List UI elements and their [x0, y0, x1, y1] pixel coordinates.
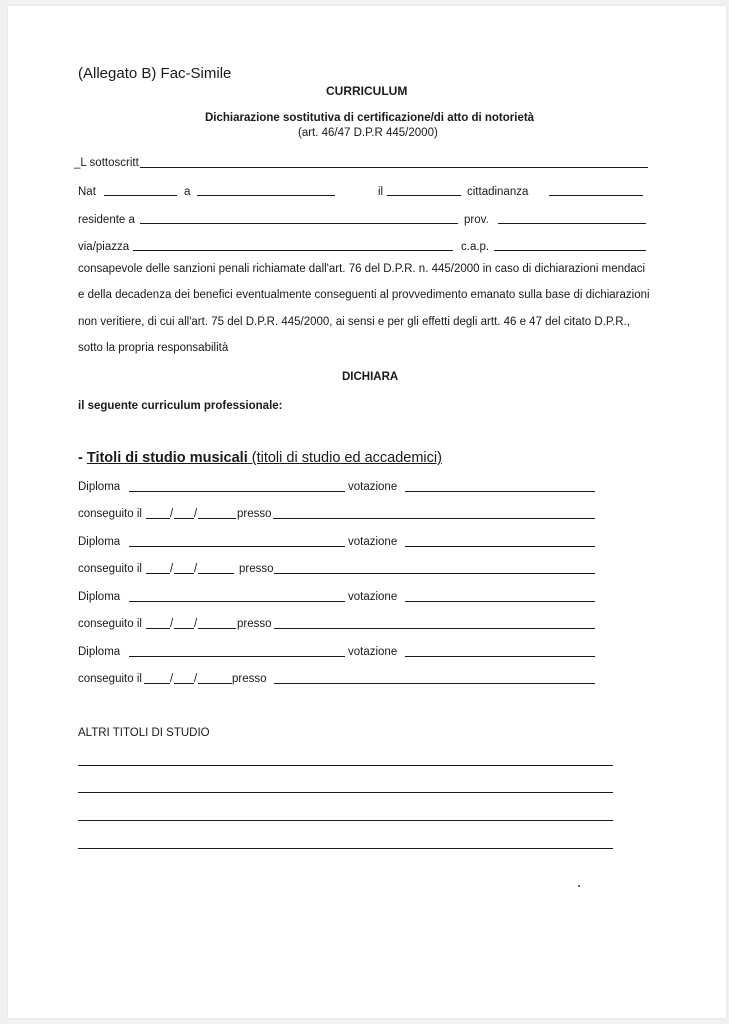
sottoscritt-label: _L sottoscritt: [74, 157, 139, 169]
date-separator: /: [194, 508, 198, 520]
date-day-field[interactable]: [146, 518, 170, 519]
diploma-field[interactable]: [129, 546, 345, 547]
document-subtitle: Dichiarazione sostitutiva di certificazione/di atto di notorietà: [205, 112, 535, 124]
votazione-field[interactable]: [405, 656, 595, 657]
presso-field[interactable]: [274, 683, 595, 684]
date-separator: /: [194, 563, 198, 575]
intro-text: il seguente curriculum professionale:: [78, 400, 283, 412]
conseguito-label: conseguito il: [78, 673, 142, 685]
date-separator: /: [194, 673, 198, 685]
diploma-label: Diploma: [78, 481, 121, 493]
diploma-field[interactable]: [129, 491, 345, 492]
date-day-field[interactable]: [146, 573, 170, 574]
presso-field[interactable]: [273, 518, 595, 519]
date-year-field[interactable]: [198, 518, 236, 519]
cap-field[interactable]: [494, 250, 646, 251]
votazione-field[interactable]: [405, 546, 595, 547]
cittadinanza-field[interactable]: [549, 195, 643, 196]
conseguito-label: conseguito il: [78, 508, 142, 520]
date-separator: /: [194, 618, 198, 630]
votazione-label: votazione: [348, 536, 398, 548]
prov-label: prov.: [464, 214, 489, 226]
nat-label: Nat: [78, 186, 96, 198]
nat-field[interactable]: [104, 195, 177, 196]
votazione-label: votazione: [348, 481, 398, 493]
body-line-1: consapevole delle sanzioni penali richiamate dall'art. 76 del D.P.R. n. 445/2000 in caso di dichiarazioni mendaci: [78, 263, 646, 275]
allegato-label: (Allegato B) Fac-Simile: [78, 65, 232, 82]
altri-titoli-line[interactable]: [78, 765, 613, 766]
date-month-field[interactable]: [174, 628, 194, 629]
date-year-field[interactable]: [198, 683, 232, 684]
presso-label: presso: [237, 508, 272, 520]
birthdate-field[interactable]: [387, 195, 461, 196]
presso-label: presso: [232, 673, 267, 685]
il-label: il: [378, 186, 384, 198]
diploma-label: Diploma: [78, 591, 121, 603]
residente-field[interactable]: [140, 223, 458, 224]
body-line-4: sotto la propria responsabilità: [78, 342, 229, 354]
section-dash: -: [78, 450, 87, 466]
date-year-field[interactable]: [198, 573, 234, 574]
date-day-field[interactable]: [144, 683, 170, 684]
dichiara-heading: DICHIARA: [342, 371, 399, 383]
cap-label: c.a.p.: [461, 241, 490, 253]
diploma-label: Diploma: [78, 536, 121, 548]
date-day-field[interactable]: [146, 628, 170, 629]
conseguito-label: conseguito il: [78, 618, 142, 630]
date-month-field[interactable]: [174, 573, 194, 574]
date-separator: /: [170, 563, 174, 575]
conseguito-label: conseguito il: [78, 563, 142, 575]
presso-label: presso: [237, 618, 272, 630]
date-month-field[interactable]: [174, 518, 194, 519]
votazione-label: votazione: [348, 591, 398, 603]
residente-label: residente a: [78, 214, 135, 226]
votazione-field[interactable]: [405, 601, 595, 602]
diploma-label: Diploma: [78, 646, 121, 658]
law-reference: (art. 46/47 D.P.R 445/2000): [298, 127, 438, 139]
sottoscritt-field[interactable]: [140, 167, 648, 168]
date-year-field[interactable]: [198, 628, 236, 629]
altri-titoli-line[interactable]: [78, 820, 613, 821]
date-separator: /: [170, 508, 174, 520]
section-heading: [78, 450, 442, 467]
presso-field[interactable]: [274, 628, 595, 629]
date-separator: /: [170, 618, 174, 630]
document-title: CURRICULUM: [326, 84, 408, 98]
diploma-field[interactable]: [129, 601, 345, 602]
diploma-field[interactable]: [129, 656, 345, 657]
a-label: a: [184, 186, 191, 198]
prov-field[interactable]: [498, 223, 646, 224]
via-label: via/piazza: [78, 241, 130, 253]
presso-label: presso: [239, 563, 274, 575]
scan-speck: [578, 885, 580, 887]
document-page: [8, 6, 726, 1018]
body-line-3: non veritiere, di cui all'art. 75 del D.P.R. 445/2000, ai sensi e per gli effetti degli artt. 46 e 47 del citato D.P.R.,: [78, 316, 630, 328]
cittadinanza-label: cittadinanza: [467, 186, 529, 198]
via-field[interactable]: [133, 250, 453, 251]
body-line-2: e della decadenza dei benefici eventualmente conseguenti al provvedimento emanato sulla base di dichiarazioni: [78, 289, 650, 301]
votazione-label: votazione: [348, 646, 398, 658]
votazione-field[interactable]: [405, 491, 595, 492]
date-month-field[interactable]: [174, 683, 194, 684]
section-title: Titoli di studio musicali: [86, 450, 248, 466]
presso-field[interactable]: [274, 573, 595, 574]
altri-titoli-line[interactable]: [78, 792, 613, 793]
birthplace-field[interactable]: [197, 195, 335, 196]
date-separator: /: [170, 673, 174, 685]
section-note: (titoli di studio ed accademici): [247, 450, 442, 466]
altri-titoli-heading: ALTRI TITOLI DI STUDIO: [78, 727, 210, 739]
altri-titoli-line[interactable]: [78, 848, 613, 849]
